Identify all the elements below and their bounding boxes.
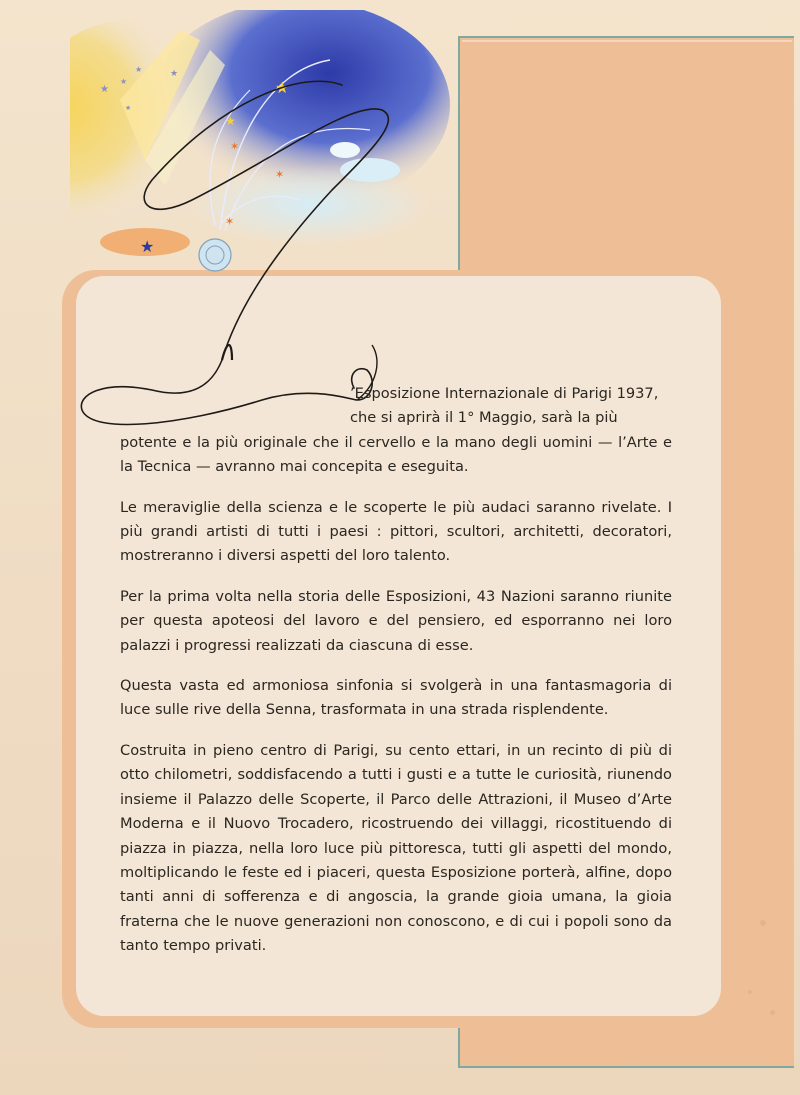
- article-body: [120, 382, 672, 975]
- star-icon: ★: [135, 65, 143, 74]
- paragraph-4: Questa vasta ed armoniosa sinfonia si svolgerà in una fantasmagoria di luce sulle rive della Senna, trasformata in una strada risplendente.: [120, 677, 672, 719]
- star-icon: ★: [170, 69, 179, 79]
- paragraph-1: [120, 382, 672, 480]
- star-icon: ✶: [230, 140, 240, 153]
- panel-highlight-line: [462, 40, 792, 42]
- star-icon: ★: [225, 114, 236, 128]
- star-icon: ★: [125, 104, 132, 112]
- star-icon: ★: [100, 84, 109, 95]
- paragraph-5: Costruita in pieno centro di Parigi, su cento ettari, in un recinto di più di otto chilometri, soddisfacendo a tutti i gusti e a tutte le curiosità, riunendo insieme il Palazzo delle Scoperte, il Parco delle Attrazioni, il Museo d’Arte Moderna e il Nuovo Trocadero, ricostruendo dei villaggi, ricostituendo di piazza in piazza, nella loro luce più pittoresca, tutti gli aspetti del mondo, moltiplicando le feste ed i piaceri, questa Esposizione porterà, alfine, dopo tanti anni di sofferenza e di angoscia, la grande gioia umana, la gioia fraterna che le nuove generazioni non conoscono, e di cui i popoli sono da tanto tempo privati.: [120, 741, 672, 955]
- star-icon: ✶: [225, 215, 235, 228]
- first-line: ’Esposizione Internazionale di Parigi 1937,: [350, 385, 659, 402]
- star-icon: ✶: [275, 168, 285, 181]
- paragraph-2: Le meraviglie della scienza e le scoperte le più audaci saranno rivelate. I più grandi artisti di tutti i paesi : pittori, scultori, architetti, decoratori, mostreranno i diversi aspetti del loro talento.: [120, 498, 672, 565]
- star-icon: ★: [275, 78, 290, 97]
- swirl: [199, 239, 231, 271]
- cloud: [340, 158, 400, 182]
- starry-sky-illustration: [70, 10, 450, 310]
- foxing-spot: [748, 990, 752, 994]
- foxing-spot: [760, 920, 766, 926]
- star-icon: ★: [140, 237, 155, 256]
- paragraph-3: Per la prima volta nella storia delle Esposizioni, 43 Nazioni saranno riunite per questa apoteosi del lavoro e del pensiero, ed esporranno nei loro palazzi i progressi realizzati da ciascuna di esse.: [120, 587, 672, 654]
- star-icon: ★: [120, 77, 128, 86]
- foxing-spot: [770, 1010, 775, 1015]
- second-line: che si aprirà il 1° Maggio, sarà la più: [350, 409, 618, 427]
- paragraph-1-rest: potente e la più originale che il cervello e la mano degli uomini — l’Arte e la Tecnica — avranno mai concepita e eseguita.: [120, 433, 672, 476]
- cloud: [330, 142, 360, 158]
